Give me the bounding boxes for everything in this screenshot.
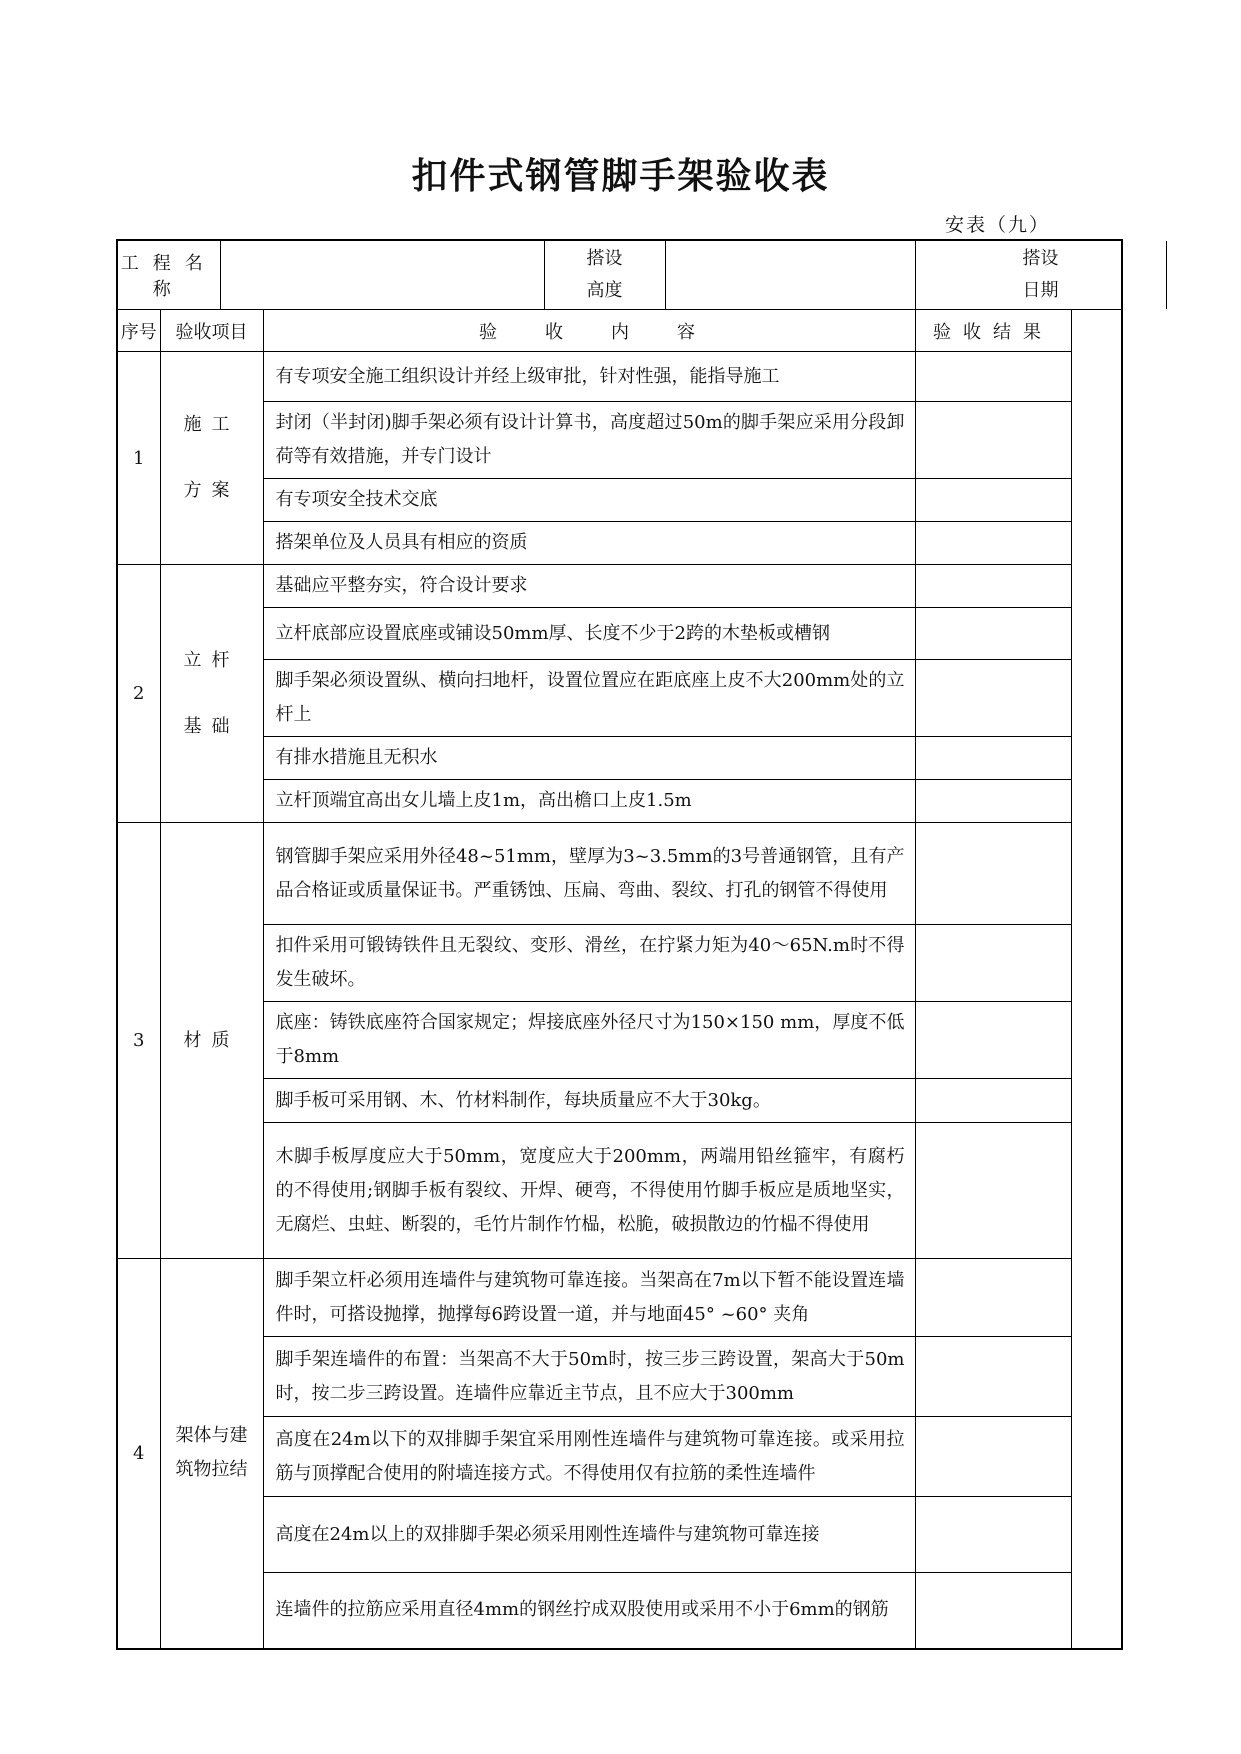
section-item bbox=[160, 1259, 263, 1649]
table-row bbox=[117, 1002, 1122, 1079]
check-content: 有排水措施且无积水 bbox=[263, 737, 915, 780]
table-row bbox=[117, 1337, 1122, 1417]
result-cell[interactable] bbox=[915, 925, 1071, 1002]
table-row bbox=[117, 1417, 1122, 1497]
result-cell[interactable] bbox=[915, 479, 1071, 522]
section-item-line1: 立杆 bbox=[183, 649, 240, 671]
section-item-line1: 材质 bbox=[183, 1029, 240, 1051]
result-cell[interactable] bbox=[915, 402, 1071, 479]
check-content: 钢管脚手架应采用外径48~51mm，壁厚为3~3.5mm的3号普通钢管，且有产品合格证或质量保证书。严重锈蚀、压扁、弯曲、裂纹、打孔的钢管不得使用 bbox=[263, 823, 915, 925]
table-row bbox=[117, 780, 1122, 823]
project-name-label: 工程名称 bbox=[117, 240, 220, 310]
table-row bbox=[117, 823, 1122, 925]
check-content: 封闭（半封闭)脚手架必须有设计计算书，高度超过50m的脚手架应采用分段卸荷等有效措施，并专门设计 bbox=[263, 402, 915, 479]
check-content: 连墙件的拉筋应采用直径4mm的钢丝拧成双股使用或采用不小于6mm的钢筋 bbox=[263, 1573, 915, 1649]
check-content: 底座：铸铁底座符合国家规定；焊接底座外径尺寸为150×150 mm，厚度不低于8mm bbox=[263, 1002, 915, 1079]
result-cell[interactable] bbox=[915, 565, 1071, 608]
height-label-line2: 高度 bbox=[586, 280, 623, 301]
date-cell bbox=[915, 240, 1122, 310]
section-item-line2: 方案 bbox=[183, 480, 240, 501]
height-label bbox=[544, 240, 665, 310]
section-item bbox=[160, 823, 263, 1259]
section-seq: 3 bbox=[117, 823, 160, 1259]
check-content: 脚手架必须设置纵、横向扫地杆，设置位置应在距底座上皮不大200mm处的立杆上 bbox=[263, 660, 915, 737]
result-cell[interactable] bbox=[915, 1002, 1071, 1079]
section-item bbox=[160, 565, 263, 823]
table-row bbox=[117, 565, 1122, 608]
table-row bbox=[117, 737, 1122, 780]
header-row bbox=[117, 240, 1122, 310]
result-cell[interactable] bbox=[915, 660, 1071, 737]
table-row bbox=[117, 660, 1122, 737]
table-row bbox=[117, 402, 1122, 479]
table-row bbox=[117, 608, 1122, 660]
check-content: 基础应平整夯实，符合设计要求 bbox=[263, 565, 915, 608]
result-cell[interactable] bbox=[915, 823, 1071, 925]
section-seq: 2 bbox=[117, 565, 160, 823]
col-item: 验收项目 bbox=[160, 310, 263, 352]
section-item-line1: 架体与建 bbox=[175, 1425, 248, 1447]
table-row bbox=[117, 352, 1122, 402]
table-row bbox=[117, 1497, 1122, 1573]
check-content: 脚手板可采用钢、木、竹材料制作，每块质量应不大于30kg。 bbox=[263, 1079, 915, 1123]
result-cell[interactable] bbox=[915, 1123, 1071, 1259]
check-content: 扣件采用可锻铸铁件且无裂纹、变形、滑丝，在拧紧力矩为40～65N.m时不得发生破坏。 bbox=[263, 925, 915, 1002]
result-cell[interactable] bbox=[915, 1417, 1071, 1497]
check-content: 脚手架连墙件的布置：当架高不大于50m时，按三步三跨设置，架高大于50m时，按二步三跨设置。连墙件应靠近主节点，且不应大于300mm bbox=[263, 1337, 915, 1417]
date-label bbox=[916, 241, 1167, 309]
result-cell[interactable] bbox=[915, 1079, 1071, 1123]
table-row bbox=[117, 1259, 1122, 1337]
check-content: 脚手架立杆必须用连墙件与建筑物可靠连接。当架高在7m以下暂不能设置连墙件时，可搭设抛撑，抛撑每6跨设置一道，并与地面45° ~60° 夹角 bbox=[263, 1259, 915, 1337]
column-header-row bbox=[117, 310, 1122, 352]
check-content: 立杆顶端宜高出女儿墙上皮1m，高出檐口上皮1.5m bbox=[263, 780, 915, 823]
check-content: 立杆底部应设置底座或铺设50mm厚、长度不少于2跨的木垫板或槽钢 bbox=[263, 608, 915, 660]
section-item-line2: 筑物拉结 bbox=[175, 1459, 248, 1481]
date-label-line1: 搭设 bbox=[1022, 248, 1059, 269]
col-seq: 序号 bbox=[117, 310, 160, 352]
check-content: 高度在24m以上的双排脚手架必须采用刚性连墙件与建筑物可靠连接 bbox=[263, 1497, 915, 1573]
section-seq: 4 bbox=[117, 1259, 160, 1649]
result-cell[interactable] bbox=[915, 737, 1071, 780]
table-row bbox=[117, 1079, 1122, 1123]
check-content: 搭架单位及人员具有相应的资质 bbox=[263, 522, 915, 565]
table-row bbox=[117, 925, 1122, 1002]
result-cell[interactable] bbox=[915, 1259, 1071, 1337]
table-row bbox=[117, 479, 1122, 522]
section-item-line1: 施工 bbox=[183, 414, 240, 435]
check-content: 有专项安全技术交底 bbox=[263, 479, 915, 522]
table-row bbox=[117, 1573, 1122, 1649]
form-title: 扣件式钢管脚手架验收表 bbox=[411, 156, 830, 197]
height-field[interactable] bbox=[665, 240, 915, 310]
col-result: 验收结果 bbox=[915, 310, 1071, 352]
project-name-field[interactable] bbox=[220, 240, 544, 310]
check-content: 木脚手板厚度应大于50mm，宽度应大于200mm，两端用铅丝箍牢，有腐朽的不得使用;钢脚手板有裂纹、开焊、硬弯，不得使用竹脚手板应是质地坚实，无腐烂、虫蛀、断裂的，毛竹片制作竹榀，松脆，破损散边的竹榀不得使用 bbox=[263, 1123, 915, 1259]
section-item bbox=[160, 352, 263, 565]
result-cell[interactable] bbox=[915, 1337, 1071, 1417]
result-cell[interactable] bbox=[915, 608, 1071, 660]
result-cell[interactable] bbox=[915, 1573, 1071, 1649]
result-cell[interactable] bbox=[915, 1497, 1071, 1573]
result-cell[interactable] bbox=[915, 780, 1071, 823]
section-item-line2: 基础 bbox=[183, 715, 240, 737]
form-code: 安表（九） bbox=[944, 214, 1050, 236]
section-seq: 1 bbox=[117, 352, 160, 565]
table-row bbox=[117, 1123, 1122, 1259]
result-cell[interactable] bbox=[915, 352, 1071, 402]
check-content: 高度在24m以下的双排脚手架宜采用刚性连墙件与建筑物可靠连接。或采用拉筋与顶撑配合使用的附墙连接方式。不得使用仅有拉筋的柔性连墙件 bbox=[263, 1417, 915, 1497]
table-row bbox=[117, 522, 1122, 565]
check-content: 有专项安全施工组织设计并经上级审批，针对性强，能指导施工 bbox=[263, 352, 915, 402]
acceptance-table bbox=[116, 239, 1123, 1650]
date-label-line2: 日期 bbox=[1022, 280, 1059, 301]
height-label-line1: 搭设 bbox=[586, 248, 623, 269]
col-content: 验 收 内 容 bbox=[263, 310, 915, 352]
result-cell[interactable] bbox=[915, 522, 1071, 565]
